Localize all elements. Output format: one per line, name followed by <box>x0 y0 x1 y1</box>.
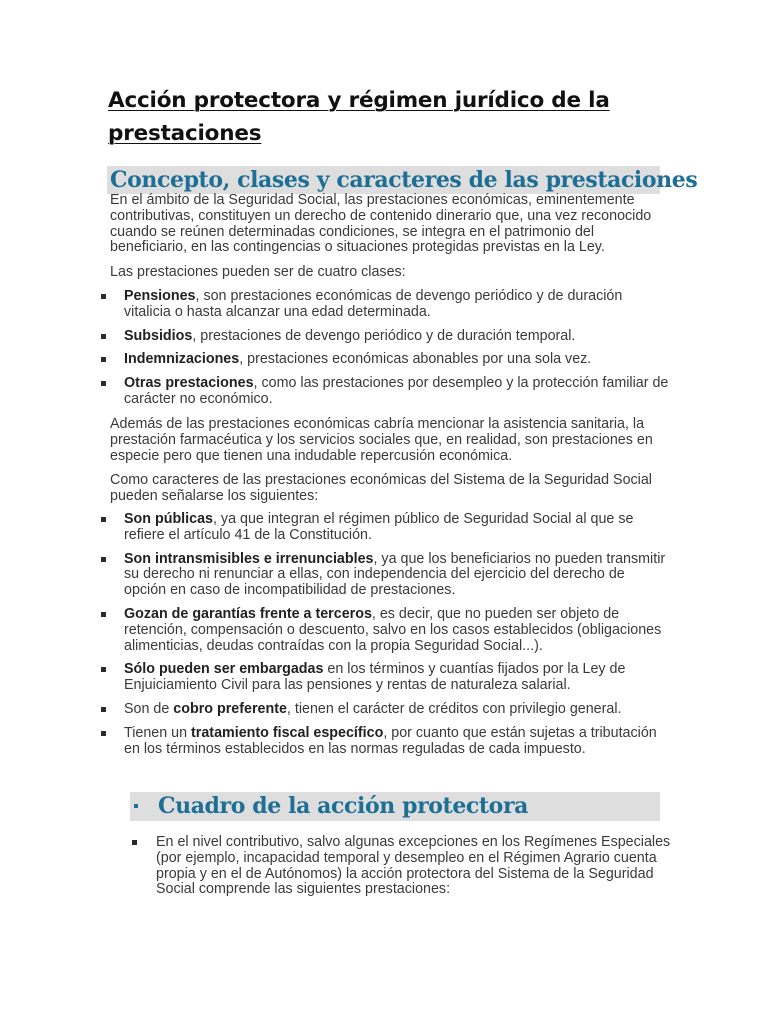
section-heading-cuadro <box>130 792 660 821</box>
square-bullet-icon <box>101 557 106 562</box>
list-item <box>100 607 670 654</box>
list-item-prefix: Tienen un <box>124 724 192 741</box>
square-bullet-icon <box>132 840 137 845</box>
protective-action-list <box>131 835 671 898</box>
list-item-text: , por cuanto que están sujetas a tributación en los términos establecidos en las normas reguladas de cada impuesto. <box>124 724 657 757</box>
list-item-term: Sólo pueden ser embargadas <box>124 661 324 678</box>
list-item-text: , prestaciones económicas abonables por una sola vez. <box>239 351 592 368</box>
document-title: Acción protectora y régimen jurídico de la prestaciones <box>108 88 610 146</box>
list-item-term: Gozan de garantías frente a terceros <box>124 605 372 622</box>
list-item-text: , prestaciones de devengo periódico y de duración temporal. <box>192 327 576 344</box>
square-bullet-icon <box>101 667 106 672</box>
list-item <box>100 662 670 694</box>
list-item-prefix: Son de <box>124 700 174 717</box>
square-bullet-icon <box>101 294 106 299</box>
list-item-term: cobro preferente <box>173 700 287 717</box>
square-bullet-icon <box>101 357 106 362</box>
square-bullet-icon <box>101 517 106 522</box>
list-item-term: Indemnizaciones <box>124 351 240 368</box>
characters-intro-paragraph: Como caracteres de las prestaciones económicas del Sistema de la Seguridad Social pueden señalarse los siguientes: <box>110 472 652 504</box>
list-item-term: Pensiones <box>124 288 196 304</box>
section-heading-text: Cuadro de la acción protectora <box>158 793 528 819</box>
list-item-text: , son prestaciones económicas de devengo periódico y de duración vitalicia o hasta alcanzar una edad determinada. <box>124 288 623 320</box>
list-item-term: Son intransmisibles e irrenunciables <box>124 550 374 567</box>
list-item <box>100 726 670 758</box>
square-bullet-icon <box>101 334 106 339</box>
square-bullet-icon <box>101 381 106 386</box>
list-item-text: , tienen el carácter de créditos con privilegio general. <box>286 700 622 717</box>
list-item-term: Son públicas <box>124 511 213 527</box>
list-item <box>100 352 670 368</box>
list-item-term: tratamiento fiscal específico <box>191 724 384 741</box>
health-assistance-paragraph: Además de las prestaciones económicas cabría mencionar la asistencia sanitaria, la prestación farmacéutica y los servicios sociales que, en realidad, son prestaciones en especie pero que tienen una indudable repercusión económica. <box>110 416 653 464</box>
list-item-text: , ya que integran el régimen público de Seguridad Social al que se refiere el artículo 41 de la Constitución. <box>124 511 634 543</box>
list-item <box>100 552 670 599</box>
classes-list <box>100 289 670 408</box>
list-item <box>131 835 671 898</box>
section-heading-concepto: Concepto, clases y caracteres de las prestaciones <box>107 166 660 194</box>
list-item <box>100 702 670 718</box>
list-item-term: Otras prestaciones <box>124 375 254 392</box>
classes-intro-paragraph: Las prestaciones pueden ser de cuatro clases: <box>110 264 406 280</box>
characters-list <box>100 512 670 765</box>
list-item <box>100 329 670 345</box>
square-bullet-icon <box>101 707 106 712</box>
list-item-text: , es decir, que no pueden ser objeto de retención, compensación o descuento, salvo en los casos establecidos (obligaciones alimenticias, deudas contraídas con la propia Seguridad Social...). <box>124 605 662 654</box>
list-item-text: , ya que los beneficiarios no pueden transmitir su derecho ni renunciar a ellas, con independencia del ejercicio del derecho de opción en caso de incompatibilidad de prestaciones. <box>124 550 666 599</box>
list-item <box>100 289 670 321</box>
square-bullet-icon <box>134 804 138 808</box>
list-item <box>100 376 670 408</box>
list-item <box>100 512 670 544</box>
list-item-text: , como las prestaciones por desempleo y la protección familiar de carácter no económico. <box>124 375 669 407</box>
square-bullet-icon <box>101 612 106 617</box>
list-item-term: Subsidios <box>124 327 193 344</box>
list-item-text: en los términos y cuantías fijados por la Ley de Enjuiciamiento Civil para las pensiones y rentas de naturaleza salarial. <box>124 661 626 694</box>
list-item-text: En el nivel contributivo, salvo algunas excepciones en los Regímenes Especiales (por ejemplo, incapacidad temporal y desempleo en el Régimen Agrario cuenta propia y en el de Autónomos) la acción protectora del Sistema de la Seguridad Social comprende las siguientes prestaciones: <box>156 834 671 898</box>
intro-paragraph: En el ámbito de la Seguridad Social, las prestaciones económicas, eminentemente contributivas, constituyen un derecho de contenido dinerario que, una vez reconocido cuando se reúnen determinadas condiciones, se integra en el patrimonio del beneficiario, en las contingencias o situaciones protegidas previstas en la Ley. <box>110 192 652 256</box>
square-bullet-icon <box>101 731 106 736</box>
